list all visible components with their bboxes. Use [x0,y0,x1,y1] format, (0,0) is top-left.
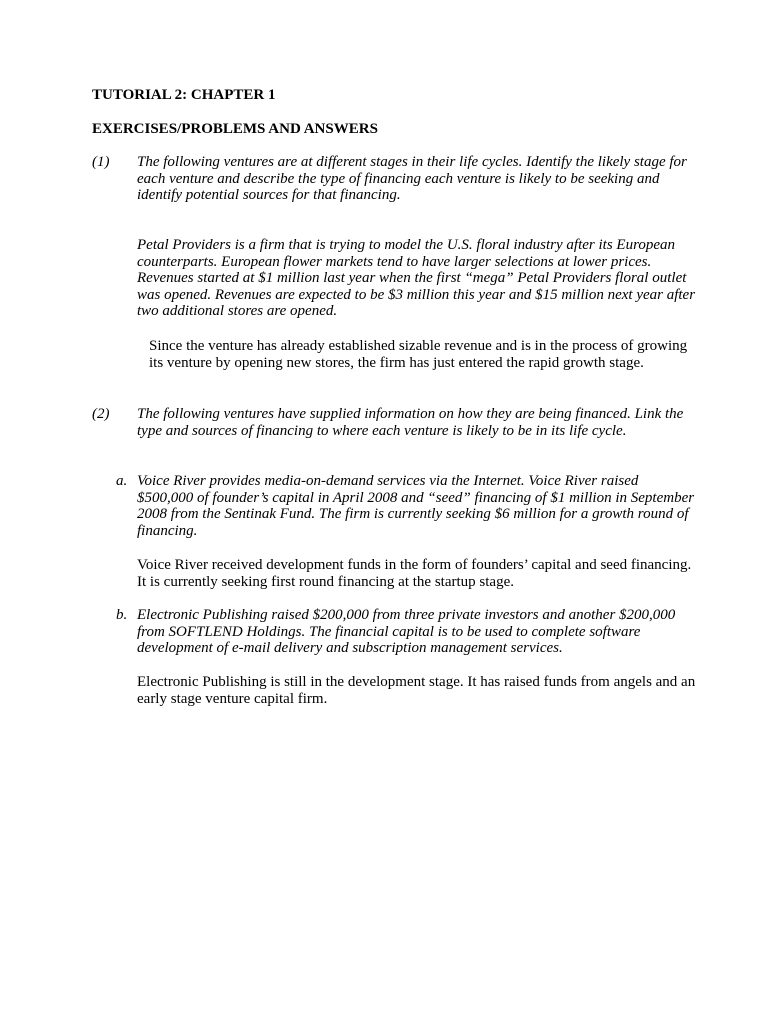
problem-2b-answer: Electronic Publishing is still in the development stage. It has raised funds from angels and an early stage venture capital firm. [137,674,696,707]
section-heading: EXERCISES/PROBLEMS AND ANSWERS [92,121,378,137]
page-title: TUTORIAL 2: CHAPTER 1 [92,87,276,103]
problem-2-question: The following ventures have supplied information on how they are being financed. Link the type and sources of financing to where each venture is likely to be in its life cycle. [137,406,684,439]
problem-1-answer: Since the venture has already established sizable revenue and is in the process of growing its venture by opening new stores, the firm has just entered the rapid growth stage. [149,338,688,371]
problem-2a-letter: a. [116,473,128,489]
problem-2-number: (2) [92,406,110,422]
problem-1-case: Petal Providers is a firm that is trying to model the U.S. floral industry after its European counterparts. European flower markets tend to have larger selections at lower prices. Revenues started at $1 million last year when the first “mega” Petal Providers floral outlet was opened. Revenues are expected to be $3 million this year and $15 million next year after two additional stores are opened. [137,237,696,319]
problem-2b-letter: b. [116,607,128,623]
problem-2a-answer: Voice River received development funds in the form of founders’ capital and seed financing. It is currently seeking first round financing at the startup stage. [137,557,692,590]
problem-2a-case: Voice River provides media-on-demand services via the Internet. Voice River raised $500,000 of founder’s capital in April 2008 and “seed” financing of $1 million in September 2008 from the Sentinak Fund. The firm is currently seeking $6 million for a growth round of financing. [137,473,695,539]
problem-1-number: (1) [92,154,110,170]
problem-2b-case: Electronic Publishing raised $200,000 from three private investors and another $200,000 from SOFTLEND Holdings. The financial capital is to be used to complete software development of e-mail delivery and subscription management services. [137,607,676,656]
problem-1-question: The following ventures are at different stages in their life cycles. Identify the likely stage for each venture and describe the type of financing each venture is likely to be seeking and identify potential sources for that financing. [137,154,687,203]
